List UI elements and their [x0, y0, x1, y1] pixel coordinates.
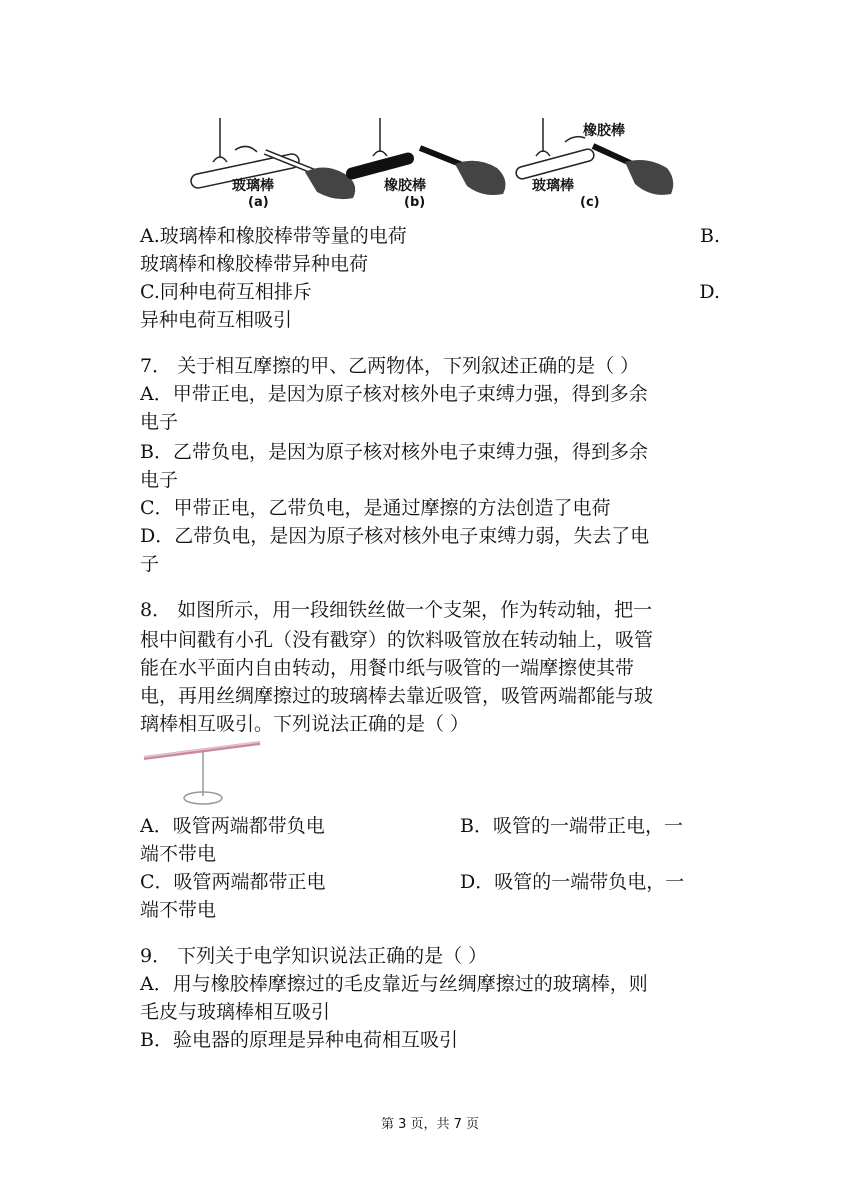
q6-option-c: C.同种电荷互相排斥 — [140, 281, 312, 303]
q8-stem-line2: 根中间戳有小孔（没有戳穿）的饮料吸管放在转动轴上，吸管 — [140, 629, 654, 651]
q8-stem-line1: 8． 如图所示，用一段细铁丝做一个支架，作为转动轴，把一 — [140, 599, 653, 621]
q8-option-a: A．吸管两端都带负电 — [140, 815, 325, 837]
q8-stem-line3: 能在水平面内自由转动，用餐巾纸与吸管的一端摩擦使其带 — [140, 657, 635, 679]
q6-option-b-text: 玻璃棒和橡胶棒带异种电荷 — [140, 253, 369, 275]
q6-option-a: A.玻璃棒和橡胶棒带等量的电荷 — [140, 225, 407, 247]
panel-c-top-label: 橡胶棒 — [583, 123, 625, 139]
q7-option-d: D．乙带负电，是因为原子核对核外电子束缚力弱，失去了电 — [140, 525, 650, 547]
page-footer: 第 3 页，共 7 页 — [380, 1117, 480, 1132]
q8-option-c: C．吸管两端都带正电 — [140, 871, 326, 893]
panel-b-caption: (b) — [404, 195, 426, 210]
q7-option-b: B．乙带负电，是因为原子核对核外电子束缚力强，得到多余 — [140, 441, 648, 463]
q9-option-b: B．验电器的原理是异种电荷相互吸引 — [140, 1029, 458, 1051]
panel-c-caption: (c) — [580, 195, 600, 210]
panel-a-rod-label: 玻璃棒 — [232, 178, 274, 194]
q8-stem-line4: 电，再用丝绸摩擦过的玻璃棒去靠近吸管，吸管两端都能与玻 — [140, 685, 654, 707]
panel-b-rod-label: 橡胶棒 — [384, 178, 426, 194]
q8-stem-line5: 璃棒相互吸引。下列说法正确的是（ ） — [140, 713, 470, 735]
q7-option-d-cont: 子 — [140, 553, 160, 575]
q9-stem: 9． 下列关于电学知识说法正确的是（ ） — [140, 945, 488, 967]
q9-option-a-cont: 毛皮与玻璃棒相互吸引 — [140, 1001, 331, 1023]
q7-option-a: A．甲带正电，是因为原子核对核外电子束缚力强，得到多余 — [140, 383, 648, 405]
panel-c-rod-label: 玻璃棒 — [532, 178, 574, 194]
q8-option-d: D．吸管的一端带负电，一 — [460, 871, 685, 893]
q7-stem: 7． 关于相互摩擦的甲、乙两物体，下列叙述正确的是（ ） — [140, 355, 640, 377]
q6-option-d-text: 异种电荷互相吸引 — [140, 309, 293, 331]
q9-option-a: A．用与橡胶棒摩擦过的毛皮靠近与丝绸摩擦过的玻璃棒，则 — [140, 973, 648, 995]
q7-option-b-cont: 电子 — [140, 469, 179, 491]
q8-option-d-cont: 端不带电 — [140, 899, 217, 921]
panel-a-caption: (a) — [248, 195, 269, 210]
q6-option-d-letter: D. — [699, 281, 720, 303]
q7-option-c: C．甲带正电，乙带负电，是通过摩擦的方法创造了电荷 — [140, 497, 611, 519]
q6-option-b-letter: B. — [699, 225, 720, 247]
q8-option-b-cont: 端不带电 — [140, 843, 217, 865]
straw-figure — [140, 738, 270, 808]
q8-option-b: B．吸管的一端带正电，一 — [460, 815, 683, 837]
q7-option-a-cont: 电子 — [140, 411, 179, 433]
